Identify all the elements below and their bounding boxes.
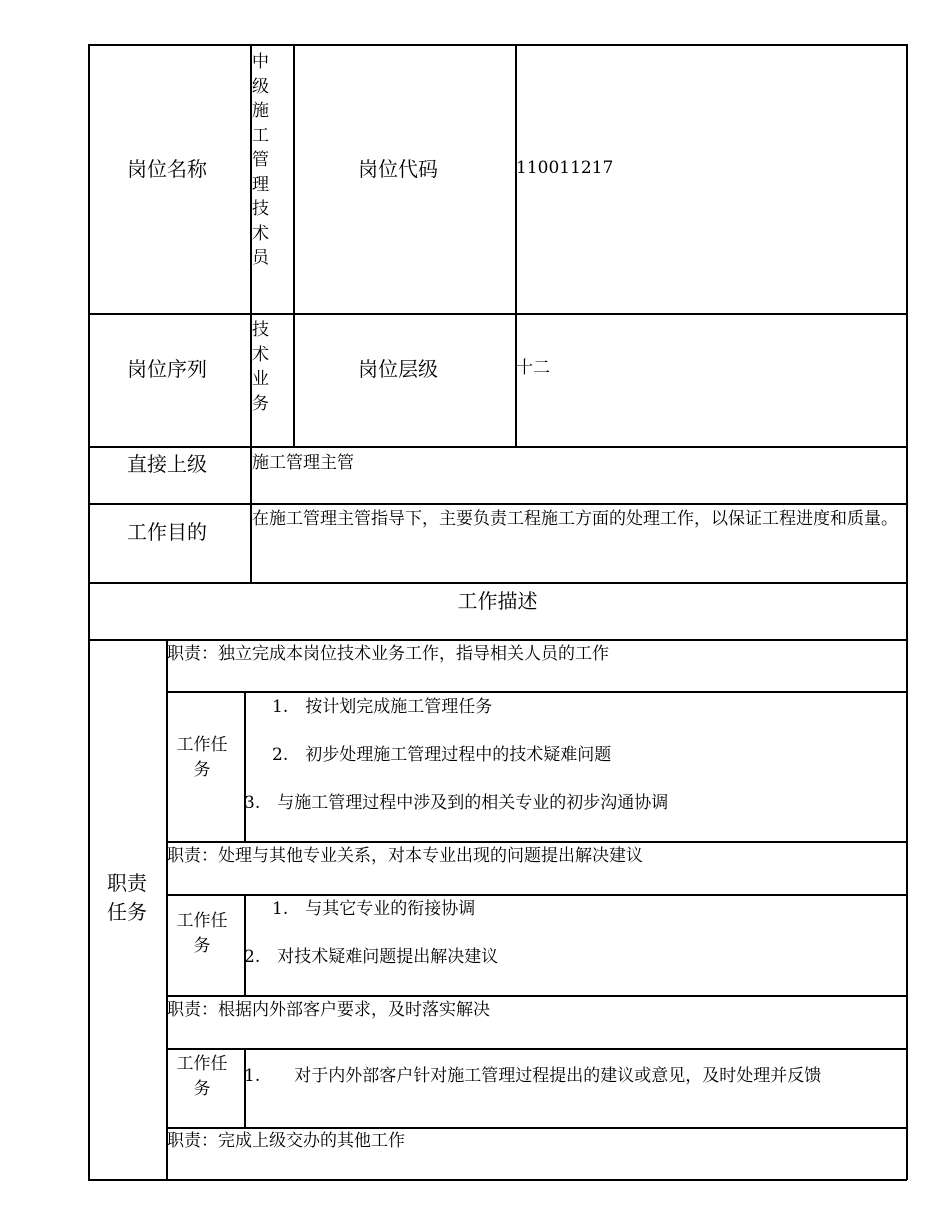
task-label: 工作任务	[176, 911, 228, 956]
task-item: 1. 对于内外部客户针对施工管理过程提出的建议或意见，及时处理并反馈	[244, 1066, 822, 1086]
task-label: 工作任务	[176, 1054, 228, 1099]
purpose-label: 工作目的	[127, 520, 207, 544]
task-label: 工作任务	[176, 735, 228, 780]
position-series-label: 岗位序列	[127, 357, 207, 381]
supervisor-label: 直接上级	[127, 452, 207, 476]
duty-title: 职责：独立完成本岗位技术业务工作，指导相关人员的工作	[167, 644, 609, 664]
purpose-value: 在施工管理主管指导下，主要负责工程施工方面的处理工作，以保证工程进度和质量。	[252, 509, 898, 529]
task-item: 1. 与其它专业的衔接协调	[272, 899, 476, 919]
position-series-value: 技术业务	[252, 320, 269, 414]
position-code-value: 110011217	[516, 158, 614, 178]
task-item: 3. 与施工管理过程中涉及到的相关专业的初步沟通协调	[244, 793, 669, 813]
duties-label: 职责任务	[107, 871, 147, 924]
duty-title: 职责：处理与其他专业关系，对本专业出现的问题提出解决建议	[167, 846, 643, 866]
position-level-label: 岗位层级	[358, 357, 438, 381]
task-item: 2. 对技术疑难问题提出解决建议	[244, 947, 499, 967]
task-item: 2. 初步处理施工管理过程中的技术疑难问题	[272, 745, 612, 765]
position-code-label: 岗位代码	[358, 157, 438, 181]
task-item: 1. 按计划完成施工管理任务	[272, 697, 493, 717]
position-name-label: 岗位名称	[127, 157, 207, 181]
position-name-value: 中级施工管理技术员	[252, 52, 269, 268]
duty-title: 职责：根据内外部客户要求，及时落实解决	[167, 1000, 490, 1020]
supervisor-value: 施工管理主管	[252, 453, 354, 473]
duty-title: 职责：完成上级交办的其他工作	[167, 1131, 405, 1151]
section-title: 工作描述	[457, 589, 538, 613]
position-level-value: 十二	[516, 358, 550, 378]
